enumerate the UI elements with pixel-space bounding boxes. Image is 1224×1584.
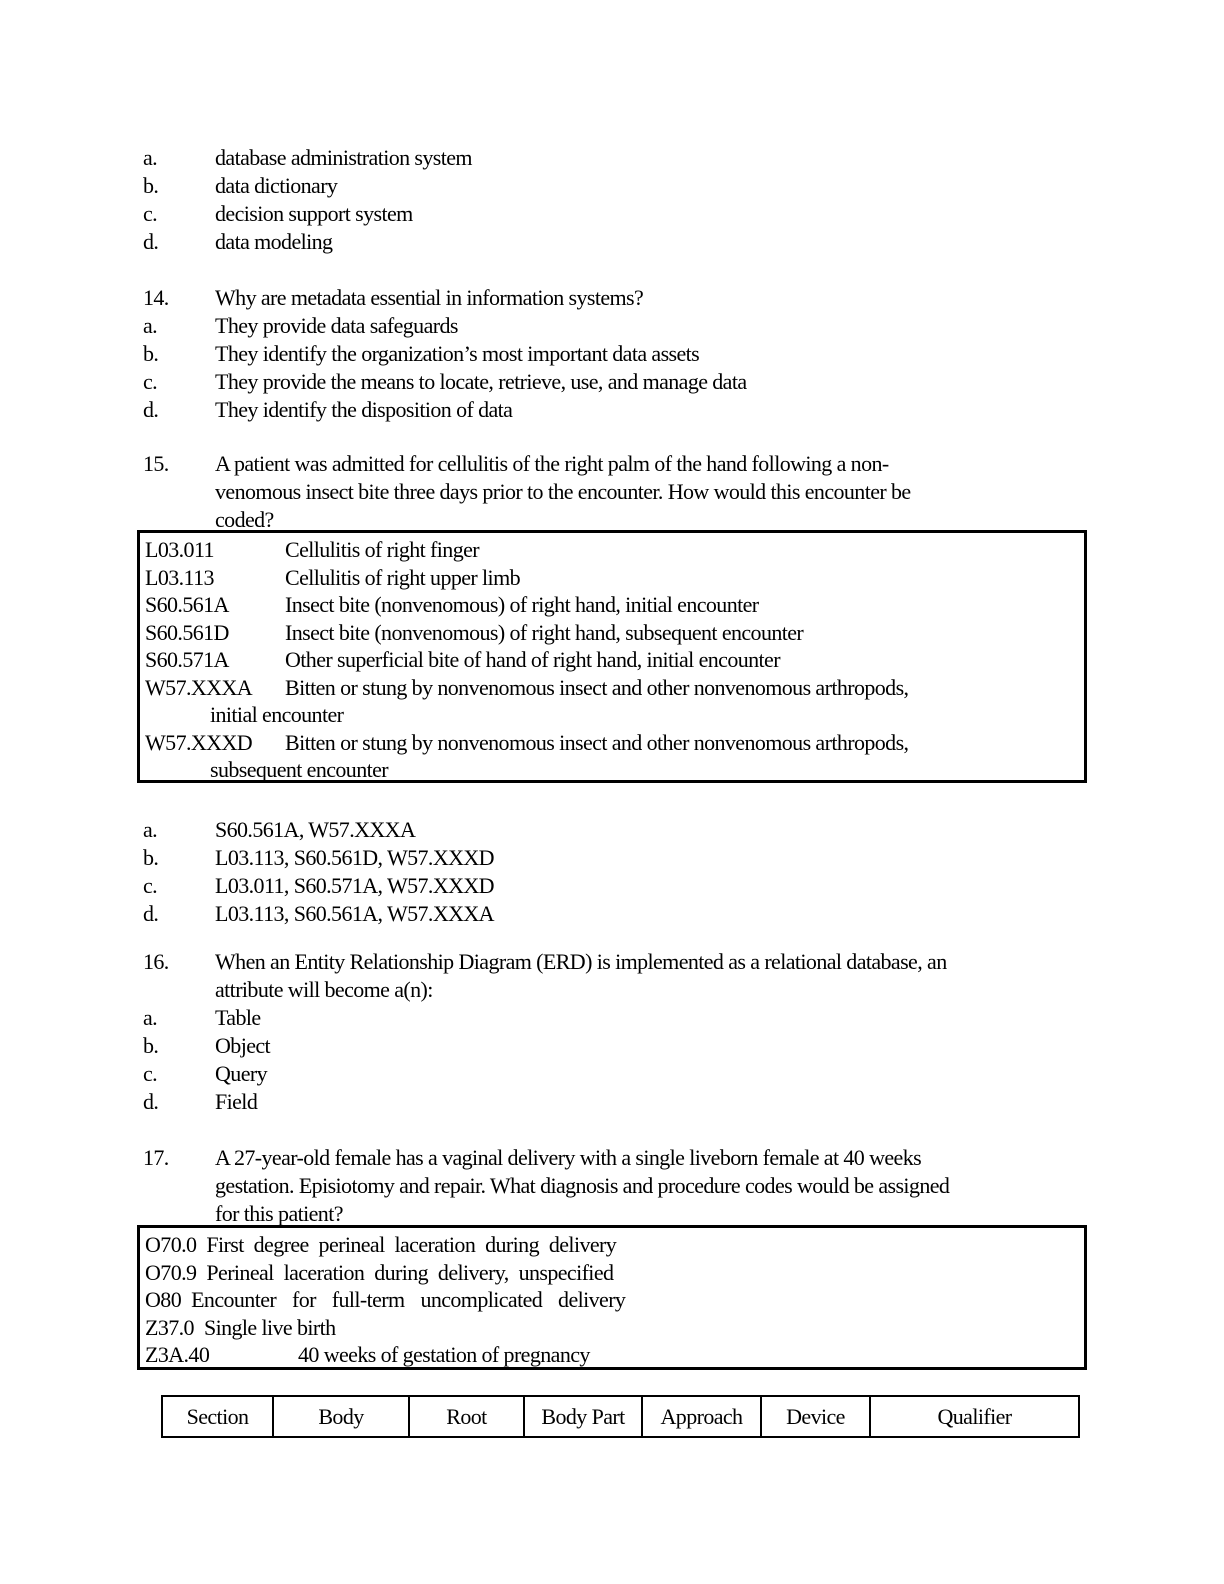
code-row <box>145 1341 1084 1369</box>
question-stem-row <box>143 478 911 506</box>
option-row <box>143 200 472 228</box>
option-letter: d. <box>143 229 159 254</box>
icd-code-description: Bitten or stung by nonvenomous insect and other nonvenomous arthropods, <box>285 729 909 755</box>
code-reference-box-q15 <box>137 530 1087 783</box>
option-text: They provide the means to locate, retrieve, use, and manage data <box>215 369 747 394</box>
option-row <box>143 1032 947 1060</box>
question-stem-line: venomous insect bite three days prior to the encounter. How would this encounter be <box>215 479 911 504</box>
option-letter: c. <box>143 1061 158 1086</box>
question-stem-row <box>143 976 947 1004</box>
pcs-header-qualifier: Qualifier <box>937 1403 1012 1429</box>
icd-code: O70.0 <box>145 1232 197 1257</box>
icd-code: W57.XXXD <box>145 729 253 755</box>
code-row <box>145 674 1084 702</box>
option-text: They identify the organization’s most important data assets <box>215 341 700 366</box>
question-number: 15. <box>143 451 169 476</box>
option-row <box>143 816 494 844</box>
icd-code-description: Perineal laceration during delivery, unspecified <box>206 1259 614 1285</box>
icd-code: S60.561A <box>145 592 229 617</box>
icd-code-description: initial encounter <box>210 702 344 727</box>
stem-indent <box>143 478 215 506</box>
question-17 <box>143 1144 949 1228</box>
question-stem-line: coded? <box>215 507 274 532</box>
option-text: L03.011, S60.571A, W57.XXXD <box>215 873 494 898</box>
code-row <box>145 564 1084 592</box>
option-text: data modeling <box>215 229 333 254</box>
code-row-continuation <box>145 756 1084 784</box>
icd-code-description: Encounter for full-term uncomplicated delivery <box>191 1287 626 1312</box>
pcs-header-body: Body <box>274 1397 410 1436</box>
option-letter: d. <box>143 901 159 926</box>
option-letter: a. <box>143 1005 158 1030</box>
option-row <box>143 228 472 256</box>
option-text: data dictionary <box>215 173 338 198</box>
option-row <box>143 368 747 396</box>
option-text: S60.561A, W57.XXXA <box>215 817 416 842</box>
option-row <box>143 1004 947 1032</box>
option-row <box>143 872 494 900</box>
question-15-options <box>143 816 494 928</box>
icd-code-description: Insect bite (nonvenomous) of right hand, initial encounter <box>285 592 759 617</box>
option-text: They provide data safeguards <box>215 313 458 338</box>
option-letter: c. <box>143 201 158 226</box>
pcs-header-device: Device <box>762 1397 871 1436</box>
question-number: 14. <box>143 285 169 310</box>
code-row-continuation <box>145 701 1084 729</box>
pcs-code-table <box>161 1395 1080 1438</box>
option-text: L03.113, S60.561D, W57.XXXD <box>215 845 494 870</box>
option-row <box>143 844 494 872</box>
option-letter: c. <box>143 873 158 898</box>
stem-indent <box>143 1200 215 1228</box>
question-16 <box>143 948 947 1116</box>
code-row <box>145 619 1084 647</box>
icd-code-description: Cellulitis of right upper limb <box>285 564 520 590</box>
code-row <box>145 729 1084 757</box>
icd-code-description: Cellulitis of right finger <box>285 537 479 562</box>
option-letter: a. <box>143 817 158 842</box>
question-stem: Why are metadata essential in information systems? <box>215 285 644 310</box>
option-letter: b. <box>143 1033 159 1058</box>
question-stem-row <box>143 1200 949 1228</box>
question-stem-line: A patient was admitted for cellulitis of the right palm of the hand following a non- <box>215 451 889 476</box>
stem-indent <box>143 976 215 1004</box>
question-stem-line: gestation. Episiotomy and repair. What diagnosis and procedure codes would be assigned <box>215 1173 950 1198</box>
option-letter: b. <box>143 845 159 870</box>
option-text: Object <box>215 1033 271 1058</box>
question-stem-row <box>143 284 747 312</box>
option-letter: c. <box>143 369 158 394</box>
question-stem-line: attribute will become a(n): <box>215 977 433 1002</box>
icd-code-description: Single live birth <box>203 1314 336 1340</box>
pcs-header-body-part: Body Part <box>525 1397 643 1436</box>
option-row <box>143 1088 947 1116</box>
option-letter: d. <box>143 1089 159 1114</box>
question-13-options <box>143 144 472 256</box>
option-letter: a. <box>143 145 158 170</box>
option-text: They identify the disposition of data <box>215 397 513 422</box>
option-row <box>143 144 472 172</box>
option-row <box>143 312 747 340</box>
option-text: L03.113, S60.561A, W57.XXXA <box>215 901 494 926</box>
question-stem-row <box>143 450 911 478</box>
option-letter: d. <box>143 397 159 422</box>
question-stem-row <box>143 1144 949 1172</box>
question-stem-line: A 27-year-old female has a vaginal delivery with a single liveborn female at 40 weeks <box>215 1145 922 1170</box>
icd-code-description: Bitten or stung by nonvenomous insect and other nonvenomous arthropods, <box>285 674 909 700</box>
icd-code: L03.113 <box>145 564 214 590</box>
question-14 <box>143 284 747 424</box>
icd-code: Z3A.40 <box>145 1342 210 1367</box>
option-text: decision support system <box>215 201 413 226</box>
icd-code: O80 <box>145 1287 182 1312</box>
option-row <box>143 396 747 424</box>
icd-code-description: 40 weeks of gestation of pregnancy <box>298 1342 590 1367</box>
icd-code-description: First degree perineal laceration during delivery <box>206 1232 617 1257</box>
icd-code: S60.571A <box>145 647 229 672</box>
question-stem-line: When an Entity Relationship Diagram (ERD) is implemented as a relational database, an <box>215 949 947 974</box>
icd-code: L03.011 <box>145 537 214 562</box>
option-row <box>143 900 494 928</box>
icd-code: W57.XXXA <box>145 674 253 700</box>
code-row <box>145 1286 1084 1314</box>
option-letter: b. <box>143 341 159 366</box>
pcs-header-approach: Approach <box>643 1397 762 1436</box>
option-letter: b. <box>143 173 159 198</box>
question-15 <box>143 450 911 534</box>
question-number: 17. <box>143 1145 169 1170</box>
option-letter: a. <box>143 313 158 338</box>
option-text: Field <box>215 1089 258 1114</box>
option-text: Query <box>215 1061 267 1086</box>
code-row <box>145 1314 1084 1342</box>
question-stem-row <box>143 1172 949 1200</box>
icd-code-description: subsequent encounter <box>210 757 388 782</box>
pcs-header-root: Root <box>410 1397 525 1436</box>
code-row <box>145 536 1084 564</box>
question-stem-row <box>143 948 947 976</box>
icd-code-description: Other superficial bite of hand of right hand, initial encounter <box>285 647 780 672</box>
pcs-header-section: Section <box>163 1397 274 1436</box>
icd-code: O70.9 <box>145 1259 197 1285</box>
stem-indent <box>143 1172 215 1200</box>
question-number: 16. <box>143 949 169 974</box>
code-row <box>145 1231 1084 1259</box>
icd-code-description: Insect bite (nonvenomous) of right hand, subsequent encounter <box>285 619 804 645</box>
code-row <box>145 646 1084 674</box>
icd-code: S60.561D <box>145 619 229 645</box>
code-row <box>145 1259 1084 1287</box>
option-row <box>143 1060 947 1088</box>
icd-code: Z37.0 <box>145 1314 194 1340</box>
code-reference-box-q17 <box>137 1225 1087 1370</box>
option-text: Table <box>215 1005 261 1030</box>
option-row <box>143 172 472 200</box>
code-row <box>145 591 1084 619</box>
option-row <box>143 340 747 368</box>
question-stem-line: for this patient? <box>215 1201 343 1226</box>
option-text: database administration system <box>215 145 472 170</box>
